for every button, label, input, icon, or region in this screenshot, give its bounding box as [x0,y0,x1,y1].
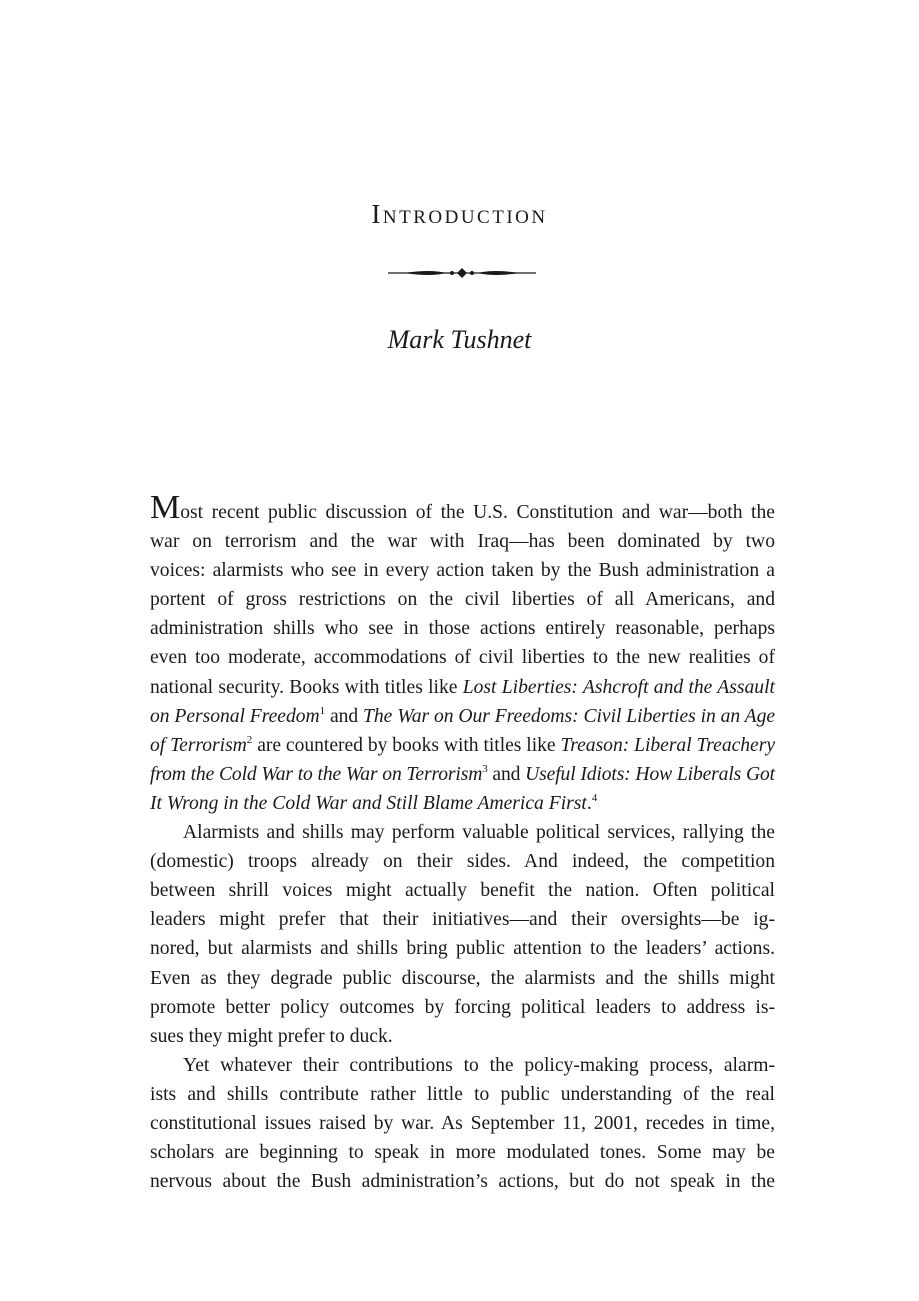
paragraph-3 [150,1051,775,1196]
ornament-divider-icon [386,265,538,281]
paragraph-1 [150,489,776,818]
line: constitutional issues raised by war. As September 11, 2001, recedes in time, [150,1112,775,1134]
line: promote better policy outcomes by forcing political leaders to address is- [150,996,775,1018]
line [150,702,775,731]
book-title: It Wrong in the Cold War and Still Blame America First [150,792,587,814]
line: Even as they degrade public discourse, the alarmists and the shills might [150,967,775,989]
line-text: and [487,763,526,785]
author-name: Mark Tushnet [387,325,532,354]
line: (domestic) troops already on their sides. And indeed, the competition [150,851,775,873]
footnote-ref[interactable]: 3 [482,762,488,775]
line: administration shills who see in those actions entirely reasonable, perhaps [150,618,775,640]
line-text: . [586,792,592,814]
chapter-title: Introduction [371,199,548,229]
drop-cap: M [150,489,181,526]
line [150,673,775,702]
line: Yet whatever their contributions to the policy-making process, alarm- [183,1054,775,1076]
line: scholars are beginning to speak in more modulated tones. Some may be [150,1142,775,1164]
line: nervous about the Bush administration’s actions, but do not speak in the [150,1171,775,1193]
line [150,731,775,760]
line [150,760,775,789]
book-title: Lost Liberties: Ashcroft and the Assault [462,676,775,698]
body-text [150,489,776,1196]
line [150,489,775,527]
line: nored, but alarmists and shills bring public attention to the leaders’ actions. [150,938,775,960]
line: voices: alarmists who see in every action taken by the Bush administration a [150,560,775,582]
book-title: on Personal Freedom [150,705,320,727]
book-title: The War on Our Freedoms: Civil Liberties in an Age [363,705,776,727]
footnote-ref[interactable]: 1 [319,704,326,717]
line: war on terrorism and the war with Iraq—has been dominated by two [150,531,775,553]
line: leaders might prefer that their initiatives—and their oversights—be ig- [150,909,775,931]
book-title: Treason: Liberal Treachery [560,734,775,756]
book-title: of Terrorism [150,734,247,756]
book-title: from the Cold War to the War on Terrorism [150,763,483,785]
line-text: are countered by books with titles like [252,734,561,756]
line: even too moderate, accommodations of civil liberties to the new realities of [150,647,775,669]
line: sues they might prefer to duck. [150,1025,393,1047]
line-text: ost recent public discussion of the U.S. Constitution and war—both the [180,502,775,523]
line: between shrill voices might actually benefit the nation. Often political [150,880,775,902]
book-title: Useful Idiots: How Liberals Got [525,763,775,785]
footnote-ref[interactable]: 2 [246,733,253,746]
line-text: and [325,705,364,727]
footnote-ref[interactable]: 4 [591,791,598,804]
paragraph-2 [150,818,775,1051]
line [150,789,775,818]
line-text: national security. Books with titles like [150,676,463,698]
line: portent of gross restrictions on the civil liberties of all Americans, and [150,589,775,611]
line: ists and shills contribute rather little to public understanding of the real [150,1083,775,1105]
line: Alarmists and shills may perform valuable political services, rallying the [183,822,775,844]
